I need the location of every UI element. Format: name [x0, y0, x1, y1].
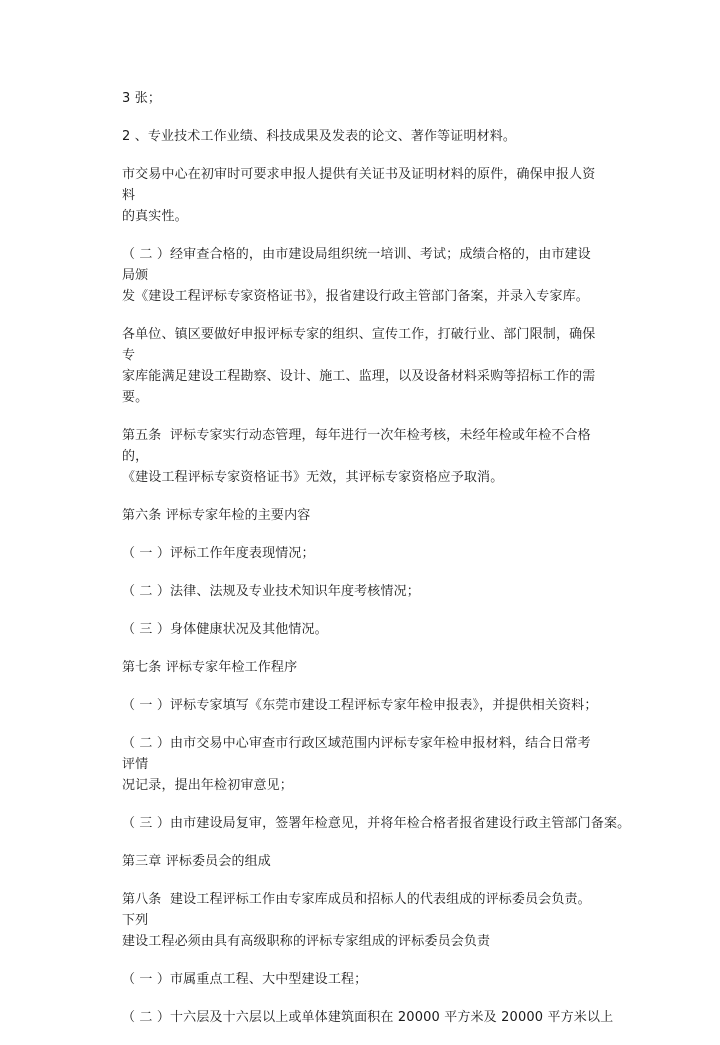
list-item	[122, 969, 602, 990]
paragraph-4	[122, 244, 602, 307]
paragraph-2	[122, 126, 602, 147]
list-item	[122, 813, 631, 834]
paragraph-line: （ 二 ）十六层及十六层以上或单体建筑面积在 20000 平方米及 20000 平方米以上	[122, 1010, 614, 1025]
paragraph-5	[122, 324, 602, 408]
paragraph-line: （ 三 ）由市建设局复审，签署年检意见，并将年检合格者报省建设行政主管部门备案。	[122, 816, 631, 831]
paragraph-line: （ 一 ）评标专家填写《东莞市建设工程评标专家年检申报表》，并提供相关资料；	[122, 698, 598, 713]
paragraph-line: 第六条 评标专家年检的主要内容	[122, 508, 311, 523]
paragraph-line: （ 一 ）评标工作年度表现情况；	[122, 546, 315, 561]
paragraph-line: 《建设工程评标专家资格证书》无效，其评标专家资格应予取消。	[122, 470, 504, 485]
list-item	[122, 619, 602, 640]
document-body	[122, 88, 631, 1045]
paragraph-line: 第三章 评标委员会的组成	[122, 854, 271, 869]
paragraph-line: （ 一 ）市属重点工程、大中型建设工程；	[122, 972, 368, 987]
paragraph-line: 市交易中心在初审时可要求申报人提供有关证书及证明材料的原件，确保申报人资料	[122, 167, 596, 203]
paragraph-line: （ 二 ）法律、法规及专业技术知识年度考核情况；	[122, 584, 420, 599]
paragraph-3	[122, 164, 602, 227]
paragraph-line: 第八条 建设工程评标工作由专家库成员和招标人的代表组成的评标委员会负责。下列	[122, 892, 591, 928]
paragraph-line: 第七条 评标专家年检工作程序	[122, 660, 298, 675]
list-item	[122, 695, 602, 716]
list-item	[122, 733, 602, 796]
chapter-3-heading	[122, 851, 602, 872]
list-item	[122, 543, 602, 564]
paragraph-line: 2 、专业技术工作业绩、科技成果及发表的论文、著作等证明材料。	[122, 129, 517, 144]
article-8	[122, 889, 602, 952]
paragraph-line: （ 三 ）身体健康状况及其他情况。	[122, 622, 328, 637]
paragraph-line: 第五条 评标专家实行动态管理，每年进行一次年检考核，未经年检或年检不合格的，	[122, 428, 591, 464]
paragraph-line: 况记录，提出年检初审意见；	[122, 778, 293, 793]
paragraph-line: 家库能满足建设工程勘察、设计、施工、监理，以及设备材料采购等招标工作的需要。	[122, 369, 596, 405]
article-6-heading	[122, 505, 602, 526]
list-item	[122, 581, 602, 602]
list-item	[122, 1007, 614, 1028]
paragraph-line: 建设工程必须由具有高级职称的评标专家组成的评标委员会负责	[122, 934, 491, 949]
paragraph-line: （ 二 ）经审查合格的，由市建设局组织统一培训、考试；成绩合格的，由市建设局颁	[122, 247, 591, 283]
article-5	[122, 425, 602, 488]
paragraph-line: 各单位、镇区要做好申报评标专家的组织、宣传工作，打破行业、部门限制，确保专	[122, 327, 596, 363]
paragraph-line: 3 张；	[122, 91, 162, 106]
paragraph-line: 发《建设工程评标专家资格证书》，报省建设行政主管部门备案，并录入专家库。	[122, 289, 589, 304]
paragraph-line: 的真实性。	[122, 209, 188, 224]
paragraph-line: （ 二 ）由市交易中心审查市行政区域范围内评标专家年检申报材料，结合日常考评情	[122, 736, 591, 772]
paragraph-1	[122, 88, 602, 109]
article-7-heading	[122, 657, 602, 678]
